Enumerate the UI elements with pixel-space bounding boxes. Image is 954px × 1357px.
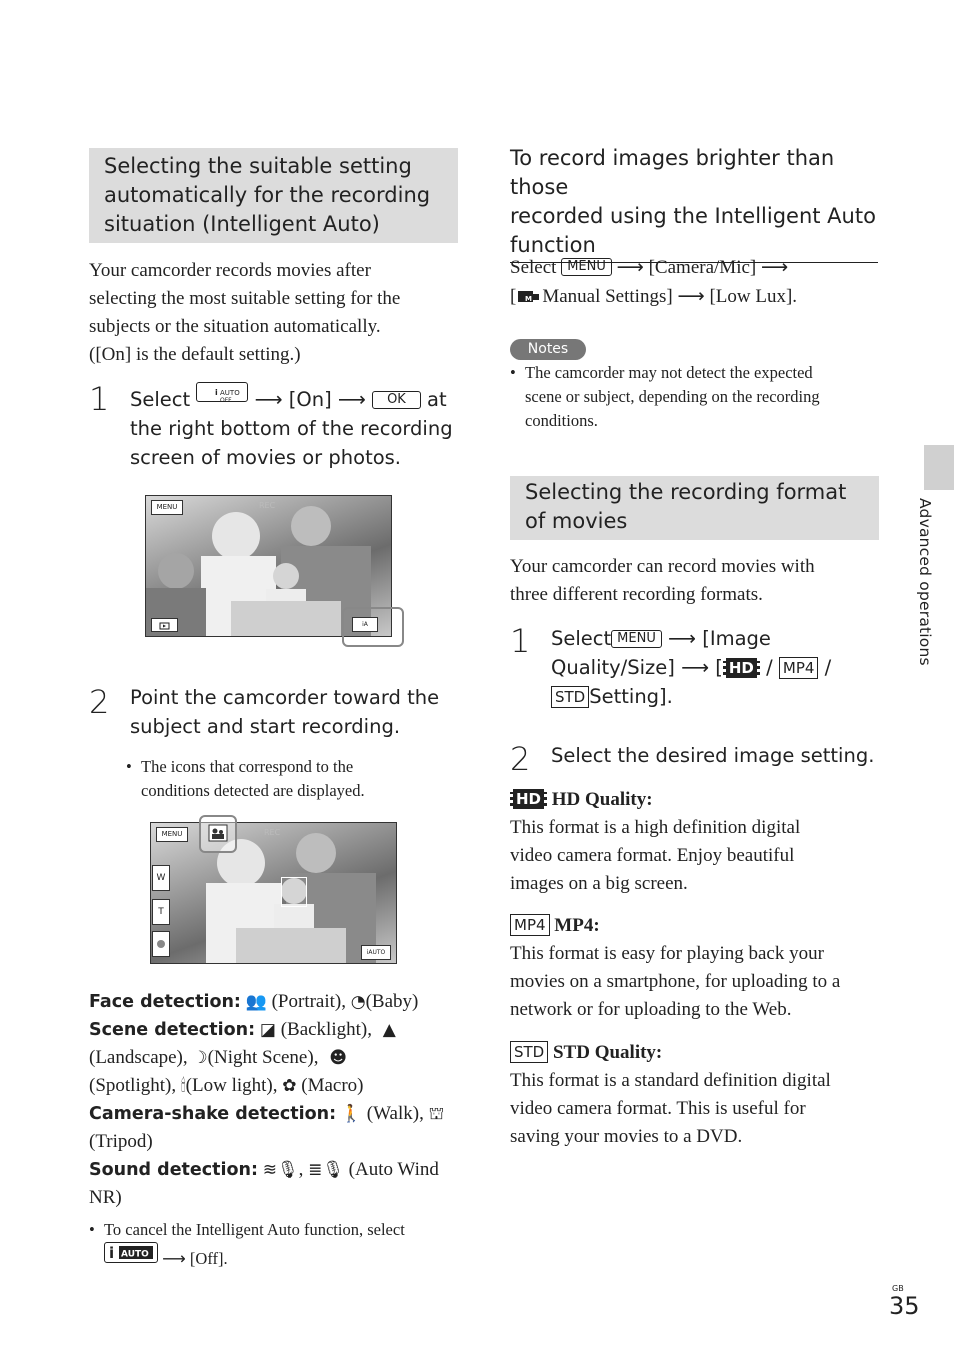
svg-text:i: i [109,1244,115,1262]
detection-text: (Macro) [301,1075,364,1096]
svg-text:OFF: OFF [220,397,232,404]
detection-text: (Tripod) [89,1131,153,1152]
intelligent-auto-button[interactable]: iA [352,617,378,632]
detection-text: NR) [89,1187,122,1208]
arrow-icon: ⟶ [337,388,366,411]
record-button[interactable] [152,931,170,957]
cancel-bullet: • To cancel the Intelligent Auto function, select i AUTO ⟶ [Off]. [89,1218,459,1271]
std-format-icon: STD [510,1041,548,1063]
step-text: at [427,388,447,411]
detection-text: (Walk), [366,1103,424,1124]
detection-label: Face detection: [89,992,241,1012]
sound-detection-row: Sound detection: ≋🎙, ≣🎙 (Auto Wind [89,1159,439,1180]
camcorder-screen-detection-illustration [150,822,397,964]
step-text: [Image [702,627,771,650]
format-line: video camera format. Enjoy beautiful [510,845,795,866]
night-scene-icon: ☽ [192,1048,208,1068]
intro-line: ([On] is the default setting.) [89,344,301,365]
page-number: 35 [889,1292,920,1320]
scene-detection-row [89,1016,459,1044]
face-detection-frame [281,877,307,907]
format-line: movies on a smartphone, for uploading to a [510,971,841,992]
detection-text: (Auto Wind [348,1159,439,1180]
detection-label: Scene detection: [89,1020,256,1040]
arrow-icon: ⟶ [668,627,697,650]
step-text: Select [130,388,191,411]
heading-line: automatically for the recording [104,183,431,207]
detection-text: (Portrait), [271,991,346,1012]
heading-line: situation (Intelligent Auto) [104,212,380,236]
format-intro [510,553,880,609]
zoom-tele-button[interactable]: T [152,899,170,925]
step-text: Setting]. [589,685,673,708]
format-hd [510,786,885,898]
step-text: screen of movies or photos. [130,446,402,469]
menu-button-icon: MENU [611,630,662,648]
heading-line: Selecting the recording format [525,480,847,504]
step-text: [ [715,656,723,679]
format-line: images on a big screen. [510,873,688,894]
arrow-icon: ⟶ [254,388,283,411]
arrow-icon: ⟶ [677,285,705,307]
detection-text: (Spotlight), [89,1075,177,1096]
rec-indicator: REC [259,501,276,510]
format-line: saving your movies to a DVD. [510,1126,743,1147]
instruction-text: Select [510,257,557,278]
intro-line: Your camcorder records movies after [89,260,371,281]
step-text: the right bottom of the recording [130,417,453,440]
arrow-icon: ⟶ [162,1249,186,1268]
step-text: Select [551,627,612,650]
low-lux-instructions [510,253,880,311]
intro-line: Your camcorder can record movies with [510,556,815,577]
tripod-icon: ⛫ [428,1104,445,1124]
format-label: HD Quality: [551,789,653,810]
svg-text:AUTO: AUTO [220,389,241,397]
instruction-text: Manual Settings] [542,286,673,307]
detection-text: (Low light), [185,1075,278,1096]
bullet-line: conditions detected are displayed. [141,781,365,800]
step-number: 1 [510,622,531,660]
note-line: conditions. [525,411,598,430]
format-step-1-text [551,624,886,711]
arrow-icon: ⟶ [760,256,789,278]
hd-format-icon: HD [723,658,760,678]
menu-button-icon: MENU [561,258,612,276]
step-1-text [130,382,470,472]
mp4-format-icon: MP4 [510,914,550,936]
zoom-wide-button[interactable]: W [152,865,170,891]
intro-line: subjects or the situation automatically. [89,316,381,337]
step-text: subject and start recording. [130,715,401,738]
heading-line: of movies [525,509,628,533]
format-line: This format is a high definition digital [510,817,801,838]
detection-list [89,988,459,1212]
intelligent-auto-icon [104,1242,158,1263]
camera-shake-detection-row [89,1100,459,1128]
portrait-icon: 👥 [245,992,267,1012]
note-line: scene or subject, depending on the recording [525,387,820,406]
heading-line: recorded using the Intelligent Auto [510,204,876,228]
highlight-frame [342,607,404,647]
ok-button-icon: OK [372,391,421,409]
detection-text: (Night Scene), [207,1047,319,1068]
section-heading-intelligent-auto [89,148,458,243]
baby-icon: ◔ [350,992,366,1012]
step-number: 1 [89,380,110,418]
step-text: Point the camcorder toward the [130,686,440,709]
side-tab-marker [924,445,954,490]
notes-bullet: • The camcorder may not detect the expected scene or subject, depending on the recording conditions. [510,361,880,433]
macro-icon: ✿ [282,1076,297,1096]
arrow-icon: ⟶ [616,256,644,278]
step-2-text [130,683,470,741]
intelligent-auto-button[interactable]: iAUTO [361,945,391,960]
playback-button[interactable] [151,618,178,632]
spotlight-icon: ☻ [329,1048,347,1068]
note-line: The camcorder may not detect the expected [525,363,813,382]
instruction-text: [ [510,286,517,307]
walk-icon: 🚶 [340,1104,363,1124]
heading-line: function [510,233,596,257]
menu-button[interactable]: MENU [156,827,188,842]
step-text: Quality/Size] [551,656,675,679]
rec-indicator: REC [264,828,281,837]
side-tab-label: Advanced operations [916,498,934,666]
intro-paragraph [89,257,459,369]
detection-icon-highlight [199,815,237,853]
svg-text:AUTO: AUTO [121,1249,149,1260]
bullet-line: To cancel the Intelligent Auto function, select [104,1220,405,1239]
auto-wind-nr-icon: ≣🎙 [308,1160,344,1180]
low-light-icon: 🕯 [180,1076,186,1096]
step-number: 2 [89,683,110,721]
wind-mic-icon: ≋🎙 [262,1160,299,1180]
menu-button[interactable]: MENU [151,500,183,515]
format-mp4 [510,912,885,1024]
hd-format-icon: HD [510,789,547,809]
instruction-text: [Low Lux]. [709,286,798,307]
heading-line: Selecting the suitable setting [104,154,412,178]
format-label: STD Quality: [552,1042,663,1063]
manual-settings-icon [516,285,542,301]
format-line: network or for uploading to the Web. [510,999,792,1020]
step-text: [On] [288,388,332,411]
intro-line: selecting the most suitable setting for the [89,288,401,309]
detection-label: Sound detection: [89,1160,259,1180]
instruction-text: [Camera/Mic] [648,257,757,278]
detection-label: Camera-shake detection: [89,1104,337,1124]
detection-text: (Landscape), [89,1047,188,1068]
step-text: / [766,656,773,679]
detection-text: (Baby) [365,991,419,1012]
detection-text: (Backlight), [280,1019,372,1040]
section-heading-recording-format [510,476,879,540]
face-detection-row [89,988,459,1016]
format-line: video camera format. This is useful for [510,1098,806,1119]
mp4-format-icon: MP4 [779,657,819,679]
format-std [510,1039,885,1151]
arrow-icon: ⟶ [681,656,710,679]
format-label: MP4: [554,915,600,936]
region-code: GB [892,1284,904,1293]
bullet-text: [Off]. [189,1249,228,1268]
bullet-line: The icons that correspond to the [141,757,354,776]
backlight-icon: ◪ [259,1020,276,1040]
notes-badge: Notes [510,339,586,360]
intro-line: three different recording formats. [510,584,763,605]
bullet-item: • The icons that correspond to the conditions detected are displayed. [126,755,446,803]
landscape-icon: ▲ [382,1020,396,1040]
step-number: 2 [510,740,531,778]
heading-line: To record images brighter than those [510,146,835,199]
brighter-heading [510,144,878,263]
step-text: / [824,656,832,679]
format-line: This format is a standard definition digital [510,1070,831,1091]
intelligent-auto-off-button-icon [196,382,248,402]
format-step-2-text: Select the desired image setting. [551,744,875,767]
format-line: This format is easy for playing back your [510,943,824,964]
std-format-icon: STD [551,686,589,708]
svg-text:M: M [525,295,533,303]
svg-text:i: i [215,388,219,397]
